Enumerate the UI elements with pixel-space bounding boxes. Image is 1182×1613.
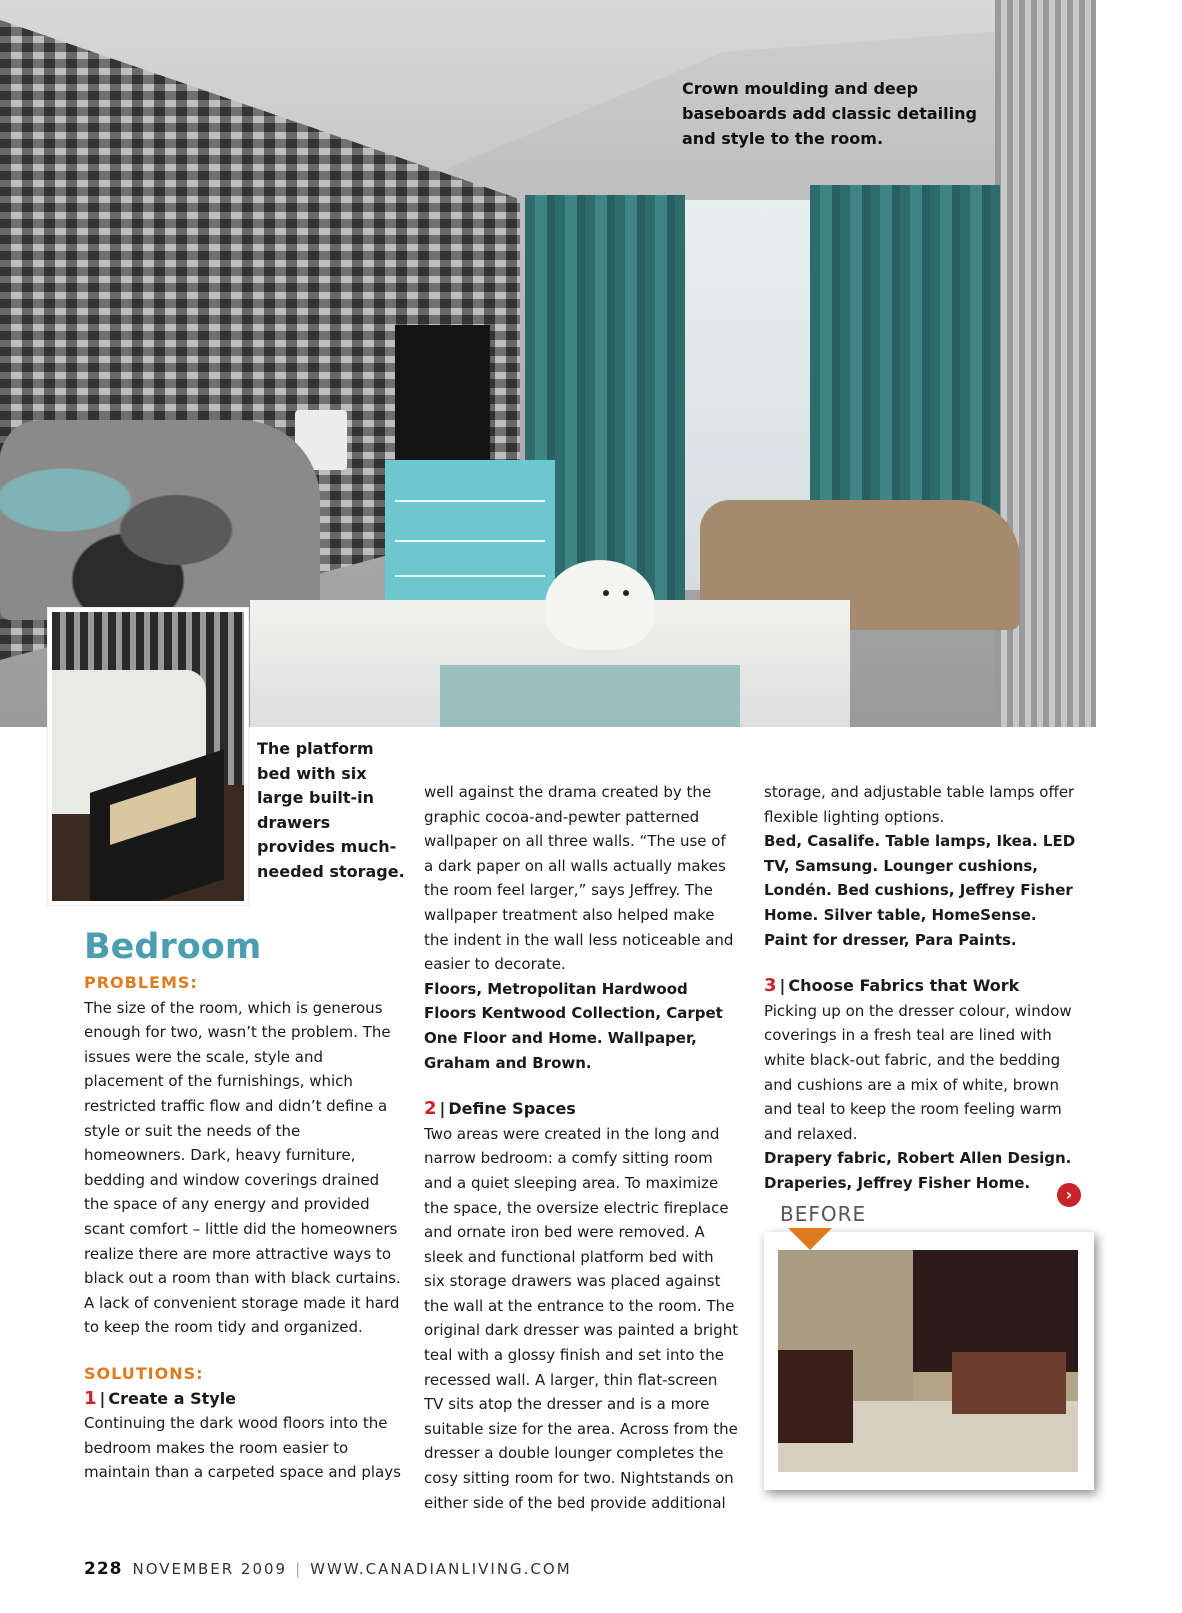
step-1-text-part1: Continuing the dark wood floors into the bedroom makes the room easier to maintain than a carpeted space and plays: [84, 1414, 401, 1482]
step-3-credits: Drapery fabric, Robert Allen Design. Draperies, Jeffrey Fisher Home.: [764, 1149, 1072, 1192]
page-footer: [84, 1559, 572, 1579]
step-2-title: Define Spaces: [448, 1099, 576, 1119]
step-3-number: 3: [764, 975, 777, 997]
page-number: 228: [84, 1559, 123, 1579]
solutions-label: SOLUTIONS:: [84, 1363, 204, 1383]
before-chevron-icon: [788, 1228, 832, 1250]
column-3: [764, 780, 1084, 1196]
problems-text: The size of the room, which is generous enough for two, wasn’t the problem. The issues were the scale, style and placement of the furnishings, which restricted traffic flow and didn’t define a style or suit the needs of the homeowners. Dark, heavy furniture, bedding and window coverings drained the space of any energy and provided scant comfort – little did the homeowners realize there are more attractive ways to black out a room than with black curtains. A lack of convenient storage made it hard to keep the room tidy and organized.: [84, 998, 401, 1337]
before-photo: [764, 1232, 1094, 1490]
step-1-title: Create a Style: [108, 1388, 237, 1408]
problems-label: PROBLEMS:: [84, 973, 198, 992]
step-3-heading: 3 | Choose Fabrics that Work: [764, 975, 1020, 997]
step-2-credits: Bed, Casalife. Table lamps, Ikea. LED TV, Samsung. Lounger cushions, Londén. Bed cushions, Jeffrey Fisher Home. Silver table, HomeSense. Paint for dresser, Para Paints.: [764, 832, 1076, 949]
before-label: BEFORE: [780, 1202, 867, 1226]
step-1-credits: Floors, Metropolitan Hardwood Floors Kentwood Collection, Carpet One Floor and Home. Wallpaper, Graham and Brown.: [424, 979, 723, 1072]
inset-caption: The platform bed with six large built-in drawers provides much-needed storage.: [257, 739, 405, 881]
step-2-number: 2: [424, 1098, 437, 1120]
step-3-text: Picking up on the dresser colour, window coverings in a fresh teal are lined with white black-out fabric, and the bedding and cushions are a mix of white, brown and teal to keep the room feeling warm and relaxed.: [764, 1001, 1072, 1143]
section-title: Bedroom: [84, 927, 262, 967]
step-1-text-part2: well against the drama created by the graphic cocoa-and-pewter patterned wallpaper on all three walls. “The use of a dark paper on all walls actually makes the room feel larger,” says Jeffrey. The wallpaper treatment also helped make the indent in the wall less noticeable and easier to decorate.: [424, 783, 734, 974]
step-3-title: Choose Fabrics that Work: [788, 976, 1020, 996]
hero-caption: Crown moulding and deep baseboards add classic detailing and style to the room.: [682, 79, 977, 148]
next-arrow-icon[interactable]: ›: [1057, 1183, 1081, 1207]
teal-throw: [440, 665, 740, 727]
step-2-text-part1: Two areas were created in the long and narrow bedroom: a comfy sitting room and a quiet sleeping area. To maximize the space, the oversize electric fireplace and ornate iron bed were removed. A sleek and functional platform bed with six storage drawers was placed against the wall at the entrance to the room. The original dark dresser was painted a bright teal with a glossy finish and set into the recessed wall. A larger, thin flat-screen TV sits atop the dresser and is a more suitable size for the area. Across from the dresser a double lounger completes the cosy sitting room for two. Nightstands on either side of the bed provide additional: [424, 1124, 739, 1512]
website-url[interactable]: WWW.CANADIANLIVING.COM: [310, 1560, 572, 1578]
step-2-text-part2: storage, and adjustable table lamps offer flexible lighting options.: [764, 783, 1075, 826]
step-1-heading: 1 | Create a Style: [84, 1387, 237, 1409]
teal-dresser: [385, 460, 555, 600]
step-2-heading: 2 | Define Spaces: [424, 1098, 576, 1120]
white-dog: [545, 560, 655, 650]
column-1: [84, 925, 404, 1485]
bed-pillows: [0, 420, 320, 620]
inset-photo-platform-bed: [48, 608, 248, 905]
footer-separator: |: [295, 1560, 303, 1578]
step-1-number: 1: [84, 1387, 97, 1409]
column-2: [424, 780, 739, 1515]
issue-date: NOVEMBER 2009: [132, 1560, 288, 1578]
